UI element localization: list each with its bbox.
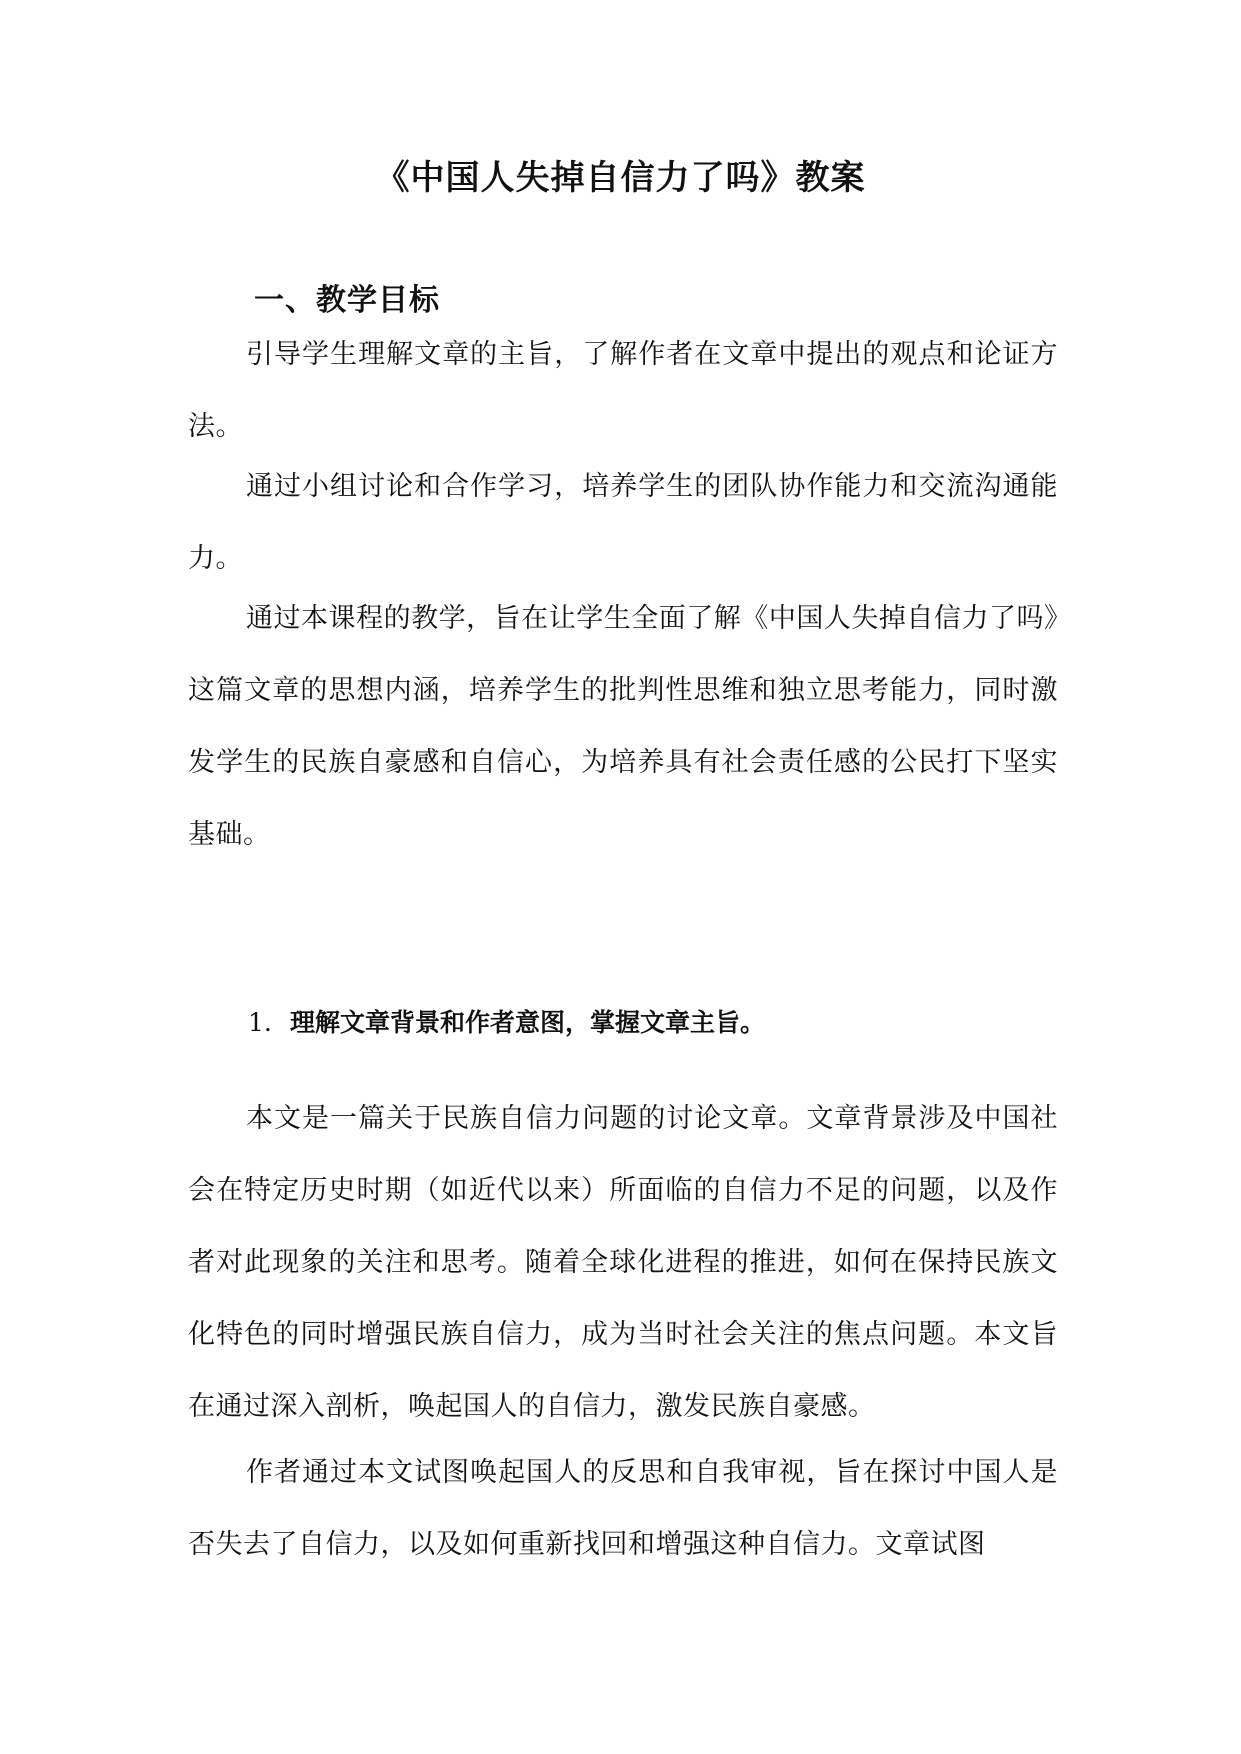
body-paragraph-2: 作者通过本文试图唤起国人的反思和自我审视，旨在探讨中国人是否失去了自信力，以及如何重新找回和增强这种自信力。文章试图 [188, 1457, 1058, 1560]
objective-paragraph-3: 通过本课程的教学，旨在让学生全面了解《中国人失掉自信力了吗》这篇文章的思想内涵，培养学生的批判性思维和独立思考能力，同时激发学生的民族自豪感和自信心，为培养具有社会责任感的公民打下坚实基础。 [188, 603, 1058, 850]
subsection-heading [248, 1003, 765, 1043]
section-heading: 一、教学目标 [254, 283, 440, 318]
objective-paragraph-1: 引导学生理解文章的主旨，了解作者在文章中提出的观点和论证方法。 [188, 339, 1058, 442]
subsection-number: 1. [248, 1008, 272, 1037]
subsection-heading-text: 理解文章背景和作者意图，掌握文章主旨。 [290, 1008, 766, 1037]
body-paragraph-1: 本文是一篇关于民族自信力问题的讨论文章。文章背景涉及中国社会在特定历史时期（如近代以来）所面临的自信力不足的问题，以及作者对此现象的关注和思考。随着全球化进程的推进，如何在保持民族文化特色的同时增强民族自信力，成为当时社会关注的焦点问题。本文旨在通过深入剖析，唤起国人的自信力，激发民族自豪感。 [188, 1103, 1058, 1422]
document-title: 《中国人失掉自信力了吗》教案 [375, 158, 866, 198]
objective-paragraph-2: 通过小组讨论和合作学习，培养学生的团队协作能力和交流沟通能力。 [188, 471, 1058, 574]
